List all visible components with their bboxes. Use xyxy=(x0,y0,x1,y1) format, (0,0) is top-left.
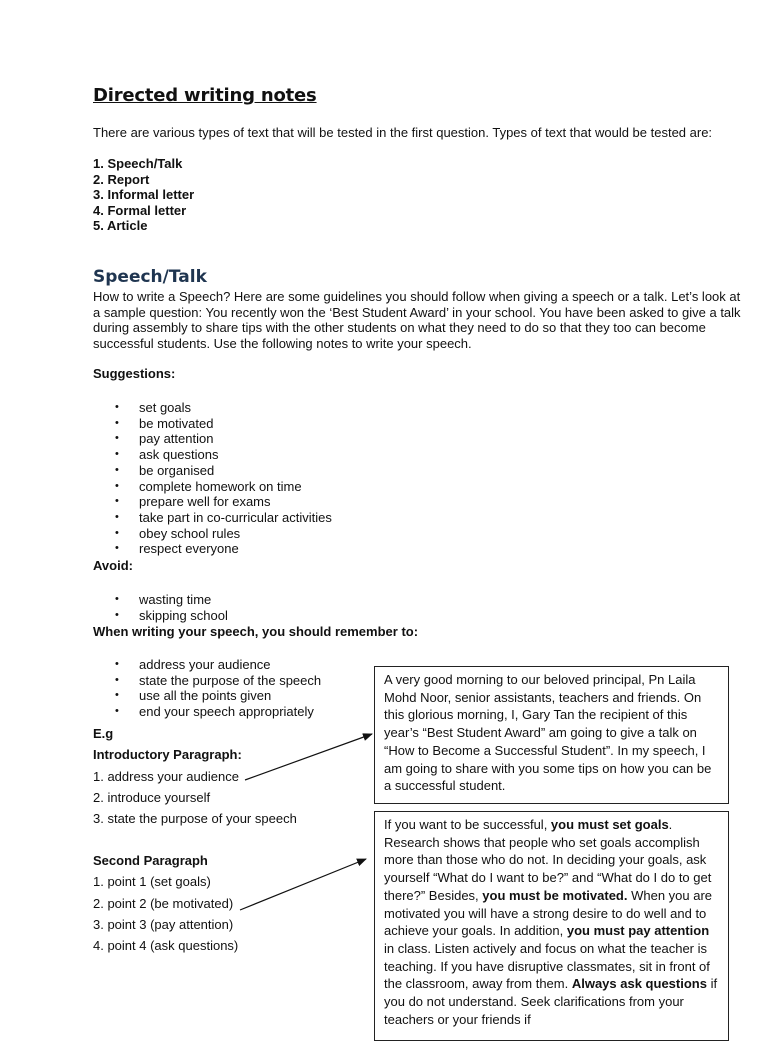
remember-label: When writing your speech, you should remember to: xyxy=(93,624,419,639)
box-text: If you want to be successful, xyxy=(384,817,551,832)
box-bold-text: you must pay attention xyxy=(566,923,710,939)
eg-label: E.g xyxy=(93,726,114,741)
box-bold-text: Always ask questions xyxy=(571,976,707,992)
list-item: • skipping school xyxy=(115,608,228,624)
second-paragraph-label: Second Paragraph xyxy=(93,853,208,868)
outline-step: 1. point 1 (set goals) xyxy=(93,874,211,890)
list-item: • take part in co-curricular activities xyxy=(115,510,332,526)
section-heading-speech: Speech/Talk xyxy=(93,267,207,287)
speech-description: How to write a Speech? Here are some guidelines you should follow when giving a speech or a talk. Let’s look at a sample question: You recently won the ‘Best Student Award’ in your school. You have been asked to give a talk during assembly to share tips with the other students on what they need to do so that they too can become successful students. Use the following notes to write your speech. xyxy=(93,289,741,351)
box-text: . Research shows that people who set goals accomplish more than those who do not. In deciding your goals, ask yourself “What do I want to be?” and “What do I do to get there?” Besides, xyxy=(384,817,712,903)
box-bold-text: you must be motivated. xyxy=(482,887,628,903)
list-item: • be organised xyxy=(115,463,332,479)
text-type-item: 4. Formal letter xyxy=(93,202,187,218)
intro-paragraph-label: Introductory Paragraph: xyxy=(93,747,242,763)
outline-step: 3. state the purpose of your speech xyxy=(93,811,297,827)
outline-step: 2. point 2 (be motivated) xyxy=(93,895,234,911)
list-item: • prepare well for exams xyxy=(115,494,332,510)
text-type-item: 5. Article xyxy=(93,218,148,233)
suggestions-label: Suggestions: xyxy=(93,366,176,381)
box-text: in class. Listen actively and focus on what the teacher is teaching. If you have disruptive classmates, sit in front of the classroom, away from them. xyxy=(384,940,710,992)
list-item: • wasting time xyxy=(115,592,228,608)
page-title: Directed writing notes xyxy=(93,85,317,106)
list-item: • ask questions xyxy=(115,447,332,463)
intro-text: There are various types of text that will be tested in the first question. Types of text that would be tested are: xyxy=(93,125,713,140)
arrow-to-intro-box xyxy=(245,734,372,780)
list-item: • use all the points given xyxy=(115,688,321,704)
list-item: • complete homework on time xyxy=(115,479,332,495)
sample-intro-text: A very good morning to our beloved principal, Pn Laila Mohd Noor, senior assistants, teachers and friends. On this glorious morning, I, Gary Tan the recipient of this year’s “Best Student Award” am going to give a talk on “How to Become a Successful Student”. In my speech, I am going to share with you some tips on how you can be a successful student. xyxy=(384,672,712,794)
outline-step: 2. introduce yourself xyxy=(93,789,211,805)
box-bold-text: you must set goals xyxy=(550,817,669,832)
list-item: • address your audience xyxy=(115,657,321,673)
box-text: if you do not understand. Seek clarifications from your teachers or your friends if xyxy=(384,976,718,1027)
list-item: • obey school rules xyxy=(115,526,332,542)
box-text: When you are motivated you will have a strong desire to do well and to achieve your goals. In addition, xyxy=(384,887,713,939)
text-type-item: 2. Report xyxy=(93,171,150,187)
arrow-to-second-box xyxy=(240,859,366,910)
list-item: • end your speech appropriately xyxy=(115,704,321,720)
list-item: • set goals xyxy=(115,400,332,416)
text-type-item: 3. Informal letter xyxy=(93,187,195,202)
list-item: • respect everyone xyxy=(115,541,332,557)
list-item: • be motivated xyxy=(115,416,332,432)
avoid-label: Avoid: xyxy=(93,558,133,573)
outline-step: 4. point 4 (ask questions) xyxy=(93,938,239,954)
list-item: • state the purpose of the speech xyxy=(115,673,321,689)
text-type-item: 1. Speech/Talk xyxy=(93,156,183,171)
list-item: • pay attention xyxy=(115,431,332,447)
outline-step: 1. address your audience xyxy=(93,768,239,784)
outline-step: 3. point 3 (pay attention) xyxy=(93,916,234,932)
